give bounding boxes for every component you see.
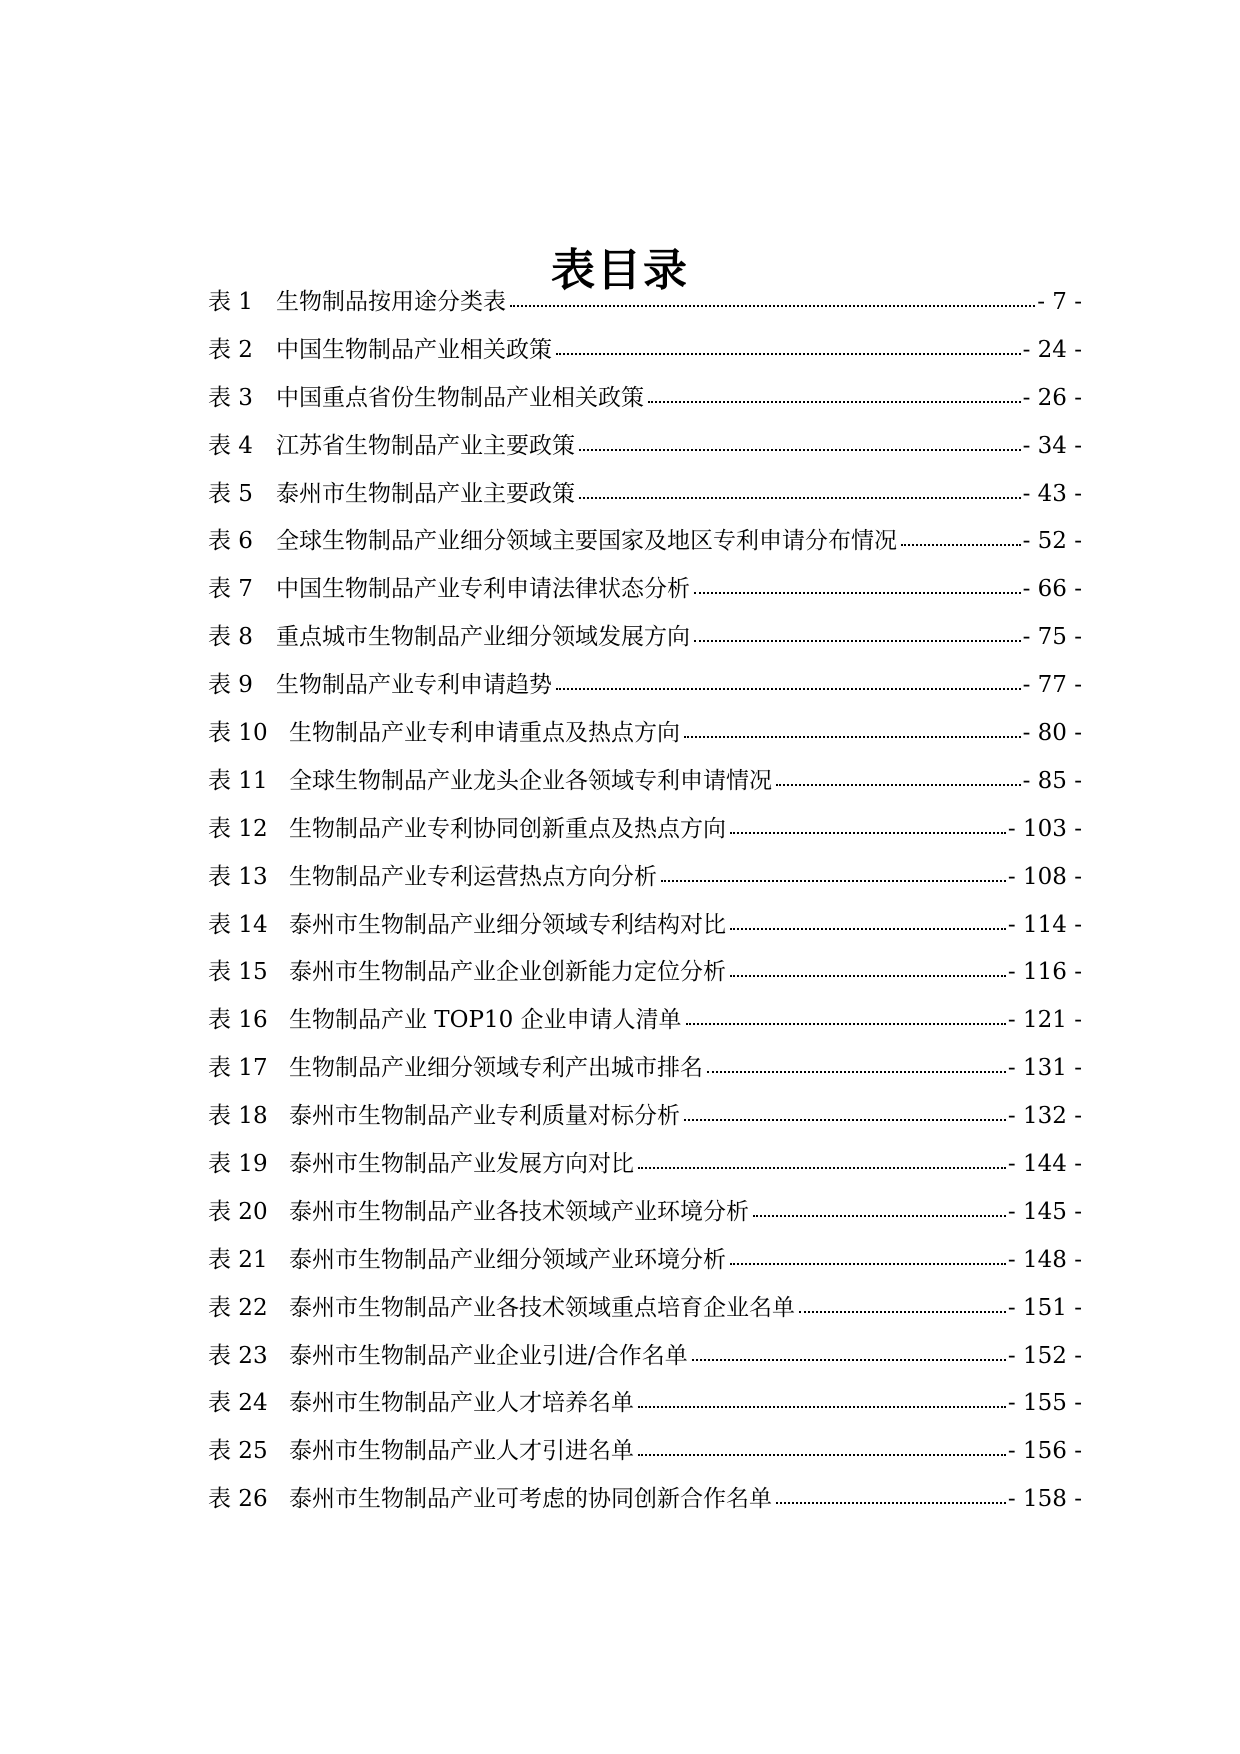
toc-leader-dots (901, 524, 1021, 548)
toc-leader-dots (707, 1051, 1006, 1075)
toc-entry-page: - 158 - (1007, 1486, 1082, 1513)
toc-entry-page: - 144 - (1007, 1151, 1082, 1178)
toc-entry[interactable] (208, 521, 1082, 569)
toc-entry-title: 生物制品产业专利运营热点方向分析 (289, 863, 657, 890)
toc-entry-label: 表 8 (208, 624, 253, 651)
toc-entry-page: - 114 - (1007, 911, 1082, 938)
toc-entry[interactable] (208, 426, 1082, 474)
toc-entry[interactable] (208, 1288, 1082, 1336)
toc-entry-page: - 145 - (1007, 1198, 1082, 1225)
toc-entry-label: 表 17 (208, 1055, 268, 1082)
toc-leader-dots (638, 1147, 1006, 1171)
toc-entry-title: 泰州市生物制品产业主要政策 (276, 480, 575, 507)
toc-entry[interactable] (208, 617, 1082, 665)
toc-leader-dots (510, 285, 1035, 309)
table-of-contents-list (208, 282, 1082, 1527)
toc-entry[interactable] (208, 761, 1082, 809)
toc-entry-page: - 121 - (1007, 1007, 1082, 1034)
toc-entry-page: - 43 - (1022, 480, 1082, 507)
toc-entry-title: 全球生物制品产业细分领域主要国家及地区专利申请分布情况 (276, 528, 897, 555)
toc-entry-label: 表 22 (208, 1294, 268, 1321)
toc-entry-label: 表 18 (208, 1103, 268, 1130)
toc-entry-label: 表 24 (208, 1390, 268, 1417)
toc-entry-title: 泰州市生物制品产业细分领域产业环境分析 (289, 1246, 726, 1273)
toc-entry-page: - 66 - (1022, 576, 1082, 603)
toc-entry-title: 泰州市生物制品产业各技术领域产业环境分析 (289, 1198, 749, 1225)
toc-leader-dots (694, 620, 1021, 644)
toc-entry-title: 泰州市生物制品产业发展方向对比 (289, 1151, 634, 1178)
toc-entry-title: 泰州市生物制品产业人才引进名单 (289, 1438, 634, 1465)
toc-entry-title: 生物制品按用途分类表 (276, 289, 506, 315)
toc-entry-page: - 152 - (1007, 1342, 1082, 1369)
toc-entry[interactable] (208, 1192, 1082, 1240)
toc-entry[interactable] (208, 1240, 1082, 1288)
toc-entry-label: 表 6 (208, 528, 253, 555)
toc-entry-title: 泰州市生物制品产业专利质量对标分析 (289, 1103, 680, 1130)
toc-entry-label: 表 23 (208, 1342, 268, 1369)
toc-leader-dots (730, 908, 1006, 932)
toc-leader-dots (638, 1434, 1006, 1458)
toc-entry-page: - 148 - (1007, 1246, 1082, 1273)
toc-entry-page: - 132 - (1007, 1103, 1082, 1130)
toc-leader-dots (694, 572, 1021, 596)
toc-entry[interactable] (208, 1479, 1082, 1527)
toc-entry[interactable] (208, 857, 1082, 905)
toc-entry-page: - 108 - (1007, 863, 1082, 890)
toc-entry-title: 泰州市生物制品产业人才培养名单 (289, 1390, 634, 1417)
toc-entry-label: 表 12 (208, 815, 268, 842)
toc-entry[interactable] (208, 282, 1082, 330)
toc-entry-title: 泰州市生物制品产业各技术领域重点培育企业名单 (289, 1294, 795, 1321)
toc-leader-dots (684, 716, 1021, 740)
toc-entry-page: - 103 - (1007, 815, 1082, 842)
toc-entry-label: 表 7 (208, 576, 253, 603)
toc-leader-dots (661, 860, 1006, 884)
toc-entry-title: 泰州市生物制品产业细分领域专利结构对比 (289, 911, 726, 938)
toc-entry-page: - 80 - (1022, 720, 1082, 747)
toc-leader-dots (692, 1339, 1006, 1363)
toc-leader-dots (799, 1291, 1006, 1315)
toc-entry-label: 表 20 (208, 1198, 268, 1225)
toc-entry-title: 生物制品产业专利申请趋势 (276, 672, 552, 699)
toc-entry-label: 表 26 (208, 1486, 268, 1513)
toc-entry-title: 生物制品产业专利申请重点及热点方向 (289, 720, 680, 747)
toc-leader-dots (556, 668, 1021, 692)
toc-entry-page: - 85 - (1022, 767, 1082, 794)
toc-entry[interactable] (208, 905, 1082, 953)
toc-entry-page: - 75 - (1022, 624, 1082, 651)
toc-leader-dots (776, 1482, 1006, 1506)
toc-entry-title: 泰州市生物制品产业企业引进/合作名单 (289, 1342, 688, 1369)
toc-leader-dots (730, 955, 1006, 979)
toc-entry[interactable] (208, 1096, 1082, 1144)
toc-entry-title: 泰州市生物制品产业企业创新能力定位分析 (289, 959, 726, 986)
toc-entry-label: 表 2 (208, 336, 253, 363)
toc-entry-page: - 7 - (1037, 289, 1082, 315)
toc-entry-page: - 26 - (1022, 384, 1082, 411)
toc-entry[interactable] (208, 1336, 1082, 1384)
toc-entry-title: 江苏省生物制品产业主要政策 (276, 432, 575, 459)
toc-leader-dots (686, 1003, 1006, 1027)
toc-entry-page: - 151 - (1007, 1294, 1082, 1321)
toc-entry[interactable] (208, 1431, 1082, 1479)
toc-leader-dots (638, 1386, 1006, 1410)
toc-entry-page: - 52 - (1022, 528, 1082, 555)
toc-entry[interactable] (208, 809, 1082, 857)
toc-entry-title: 生物制品产业专利协同创新重点及热点方向 (289, 815, 726, 842)
page-title: 表目录 (551, 245, 689, 297)
toc-entry-page: - 24 - (1022, 336, 1082, 363)
toc-entry-label: 表 10 (208, 720, 268, 747)
toc-entry-label: 表 25 (208, 1438, 268, 1465)
toc-leader-dots (579, 477, 1021, 501)
toc-entry-label: 表 21 (208, 1246, 268, 1273)
toc-entry-title: 中国重点省份生物制品产业相关政策 (276, 384, 644, 411)
toc-entry-title: 泰州市生物制品产业可考虑的协同创新合作名单 (289, 1486, 772, 1513)
toc-entry-label: 表 14 (208, 911, 268, 938)
toc-entry-page: - 77 - (1022, 672, 1082, 699)
toc-leader-dots (730, 1243, 1006, 1267)
toc-entry-label: 表 4 (208, 432, 253, 459)
toc-entry-title: 中国生物制品产业相关政策 (276, 336, 552, 363)
toc-leader-dots (753, 1195, 1006, 1219)
toc-entry[interactable] (208, 713, 1082, 761)
toc-entry-label: 表 3 (208, 384, 253, 411)
toc-entry-title: 重点城市生物制品产业细分领域发展方向 (276, 624, 690, 651)
toc-entry-title: 生物制品产业 TOP10 企业申请人清单 (289, 1007, 682, 1034)
toc-entry-label: 表 19 (208, 1151, 268, 1178)
toc-entry-label: 表 5 (208, 480, 253, 507)
toc-entry-page: - 155 - (1007, 1390, 1082, 1417)
toc-entry[interactable] (208, 1144, 1082, 1192)
toc-leader-dots (776, 764, 1021, 788)
toc-entry-page: - 156 - (1007, 1438, 1082, 1465)
toc-entry-label: 表 13 (208, 863, 268, 890)
toc-entry[interactable] (208, 569, 1082, 617)
toc-entry-title: 中国生物制品产业专利申请法律状态分析 (276, 576, 690, 603)
toc-entry-label: 表 1 (208, 289, 253, 315)
toc-entry-page: - 34 - (1022, 432, 1082, 459)
toc-entry-page: - 131 - (1007, 1055, 1082, 1082)
toc-entry[interactable] (208, 665, 1082, 713)
toc-leader-dots (648, 381, 1021, 405)
toc-entry-page: - 116 - (1007, 959, 1082, 986)
toc-entry[interactable] (208, 378, 1082, 426)
toc-entry[interactable] (208, 1048, 1082, 1096)
toc-entry-label: 表 9 (208, 672, 253, 699)
toc-entry-label: 表 15 (208, 959, 268, 986)
toc-entry-title: 生物制品产业细分领域专利产出城市排名 (289, 1055, 703, 1082)
toc-entry[interactable] (208, 1000, 1082, 1048)
toc-entry[interactable] (208, 474, 1082, 522)
toc-entry-label: 表 16 (208, 1007, 268, 1034)
toc-entry[interactable] (208, 952, 1082, 1000)
toc-entry[interactable] (208, 1383, 1082, 1431)
toc-leader-dots (579, 429, 1021, 453)
toc-leader-dots (730, 812, 1006, 836)
toc-entry-label: 表 11 (208, 767, 268, 794)
toc-leader-dots (684, 1099, 1006, 1123)
toc-leader-dots (556, 333, 1021, 357)
toc-entry[interactable] (208, 330, 1082, 378)
toc-entry-title: 全球生物制品产业龙头企业各领域专利申请情况 (289, 767, 772, 794)
